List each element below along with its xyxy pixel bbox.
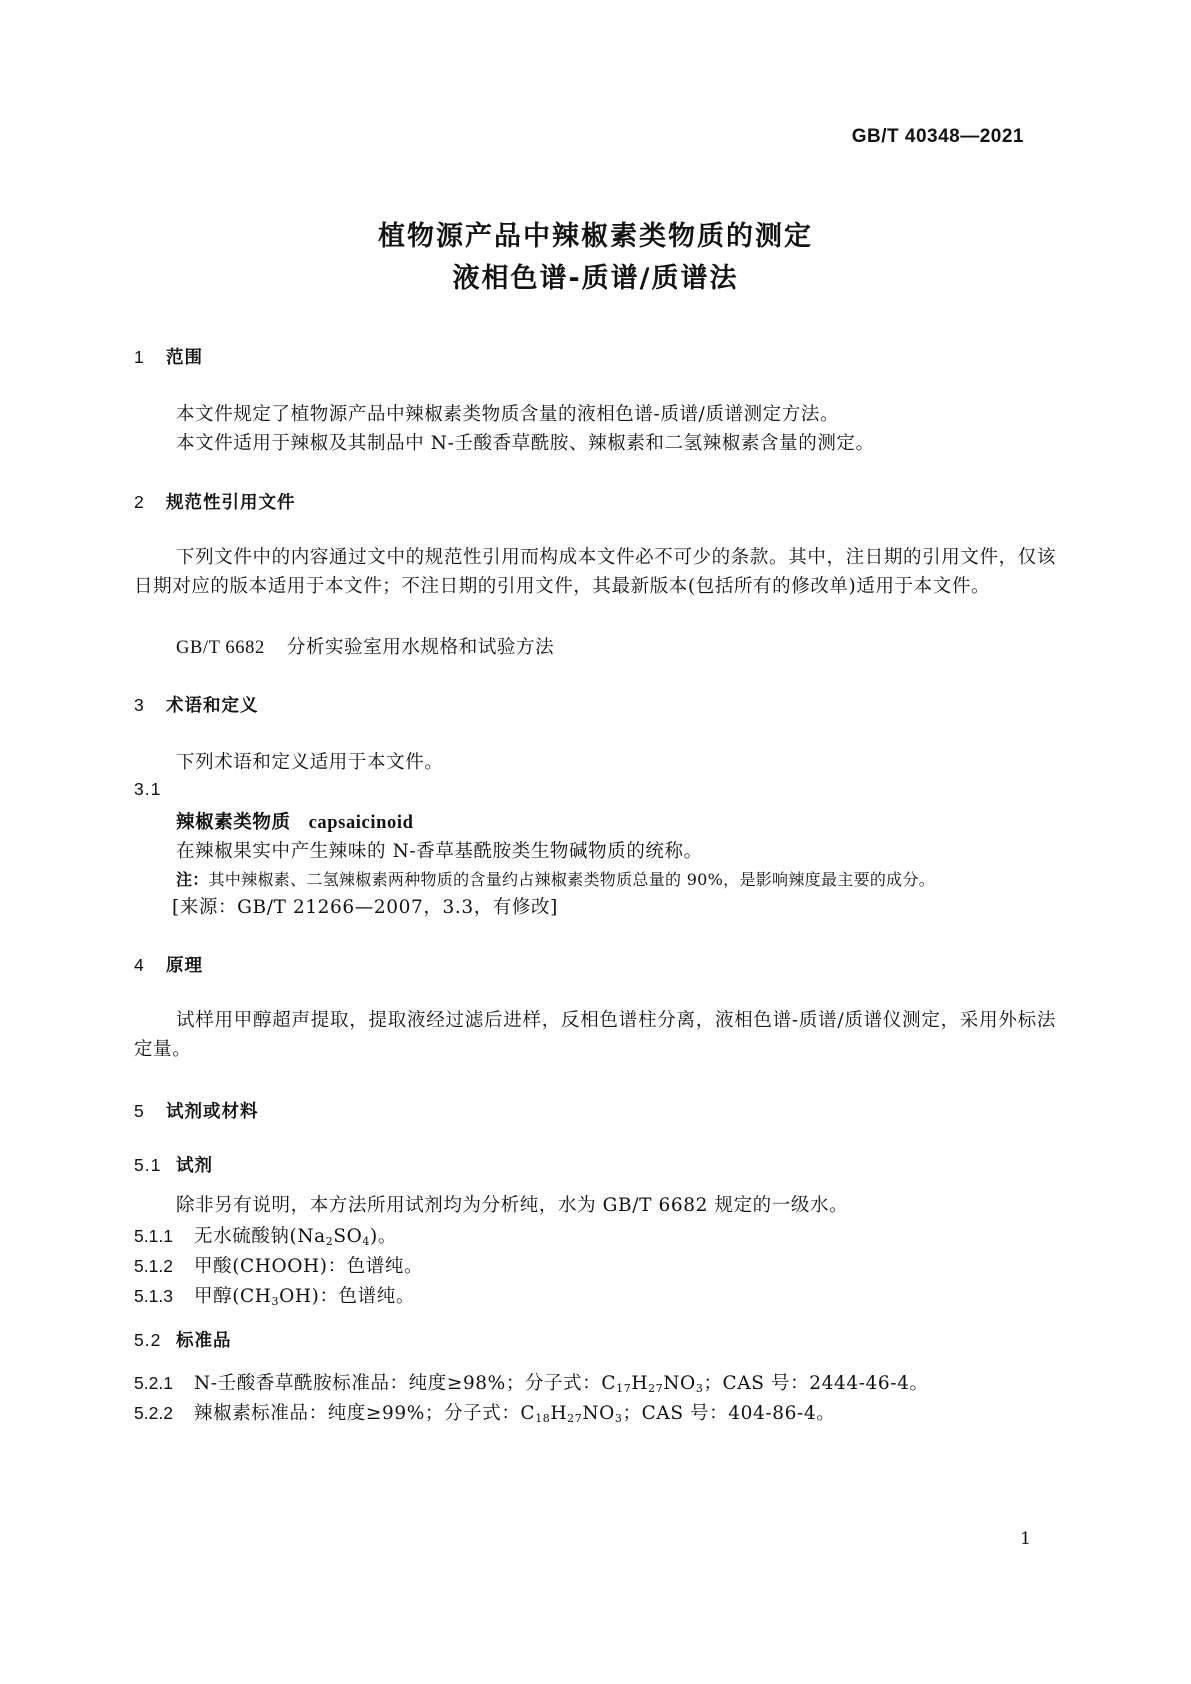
reference-entry (176, 633, 554, 659)
section-title: 原理 (166, 956, 203, 976)
paragraph: 本文件规定了植物源产品中辣椒素类物质含量的液相色谱-质谱/质谱测定方法。 (176, 404, 840, 425)
term-chinese: 辣椒素类物质 (176, 812, 291, 833)
item-text: )。 (370, 1226, 397, 1247)
term-english: capsaicinoid (308, 813, 414, 833)
item-text: 甲酸(CHOOH)：色谱纯。 (194, 1256, 424, 1277)
paragraph: 除非另有说明，本方法所用试剂均为分析纯，水为 GB/T 6682 规定的一级水。 (176, 1195, 849, 1216)
title-line-1: 植物源产品中辣椒素类物质的测定 (378, 221, 813, 252)
subscript: 3 (271, 1295, 280, 1308)
section-number: 2 (134, 492, 145, 512)
term-source: [来源：GB/T 21266—2007，3.3，有修改] (172, 897, 558, 918)
standard-code: GB/T 40348—2021 (851, 126, 1024, 147)
note-text: 其中辣椒素、二氢辣椒素两种物质的含量约占辣椒素类物质总量的 90%，是影响辣度最主要的成分。 (208, 870, 936, 889)
note (176, 867, 935, 890)
item-text: N-壬酸香草酰胺标准品：纯度≥98%；分子式：C (194, 1373, 617, 1394)
subsection-5-2-heading (134, 1327, 232, 1352)
paragraph: 下列文件中的内容通过文中的规范性引用而构成本文件必不可少的条款。其中，注日期的引用文件，仅该日期对应的版本适用于本文件；不注日期的引用文件，其最新版本(包括所有的修改单)适用于本文件。 (134, 547, 1056, 597)
page-number: 1 (1020, 1529, 1031, 1549)
subscript: 17 (616, 1382, 632, 1395)
subsection-title: 试剂 (176, 1156, 213, 1176)
paragraph: 下列术语和定义适用于本文件。 (176, 752, 444, 773)
item-text: H (550, 1403, 568, 1424)
item-text: ；CAS 号：404-86-4。 (622, 1403, 836, 1424)
section-title: 规范性引用文件 (166, 493, 296, 513)
subsection-number: 5.2 (134, 1330, 162, 1350)
subscript: 3 (695, 1382, 704, 1395)
subsection-5-1-heading (134, 1152, 213, 1177)
section-3-heading (134, 692, 259, 717)
paragraph: 试样用甲醇超声提取，提取液经过滤后进样，反相色谱柱分离，液相色谱-质谱/质谱仪测定，采用外标法定量。 (134, 1010, 1056, 1060)
item-text: ；CAS 号：2444-46-4。 (703, 1373, 929, 1394)
term-number: 3.1 (134, 779, 162, 799)
section-5-heading (134, 1098, 259, 1123)
subscript: 27 (567, 1412, 583, 1425)
list-item (134, 1282, 415, 1308)
item-number: 5.1.2 (134, 1256, 173, 1276)
subscript: 18 (535, 1412, 551, 1425)
section-4-heading (134, 952, 203, 977)
list-item (134, 1399, 835, 1425)
subscript: 3 (614, 1412, 623, 1425)
item-text: NO (582, 1403, 615, 1424)
item-text: SO (333, 1226, 363, 1247)
item-text: 无水硫酸钠(Na (194, 1226, 326, 1247)
reference-code: GB/T 6682 (176, 638, 265, 658)
item-text: 辣椒素标准品：纯度≥99%；分子式：C (194, 1403, 536, 1424)
section-title: 术语和定义 (166, 696, 259, 716)
section-number: 5 (134, 1101, 145, 1121)
subsection-title: 标准品 (176, 1331, 232, 1351)
item-number: 5.1.1 (134, 1226, 173, 1246)
subsection-number: 5.1 (134, 1155, 162, 1175)
item-text: 甲醇(CH (194, 1286, 272, 1307)
term-definition: 在辣椒果实中产生辣味的 N-香草基酰胺类生物碱物质的统称。 (176, 841, 703, 862)
paragraph: 本文件适用于辣椒及其制品中 N-壬酸香草酰胺、辣椒素和二氢辣椒素含量的测定。 (176, 433, 875, 454)
section-number: 4 (134, 955, 145, 975)
title-line-2: 液相色谱-质谱/质谱法 (452, 263, 739, 294)
item-text: H (631, 1373, 649, 1394)
list-item (134, 1222, 397, 1248)
reference-title: 分析实验室用水规格和试验方法 (286, 637, 555, 658)
list-item (134, 1369, 929, 1395)
section-number: 1 (134, 347, 145, 367)
section-title: 试剂或材料 (166, 1102, 259, 1122)
item-number: 5.2.2 (134, 1403, 173, 1423)
subscript: 27 (648, 1382, 664, 1395)
item-text: OH)：色谱纯。 (279, 1286, 415, 1307)
item-number: 5.1.3 (134, 1286, 173, 1306)
section-2-heading (134, 489, 296, 514)
list-item (134, 1252, 423, 1278)
term (176, 808, 413, 834)
subscript: 4 (362, 1235, 371, 1248)
note-label: 注： (176, 870, 209, 889)
section-title: 范围 (166, 348, 203, 368)
subscript: 2 (325, 1235, 334, 1248)
section-number: 3 (134, 695, 145, 715)
item-text: NO (663, 1373, 696, 1394)
item-number: 5.2.1 (134, 1373, 173, 1393)
section-1-heading (134, 344, 203, 369)
